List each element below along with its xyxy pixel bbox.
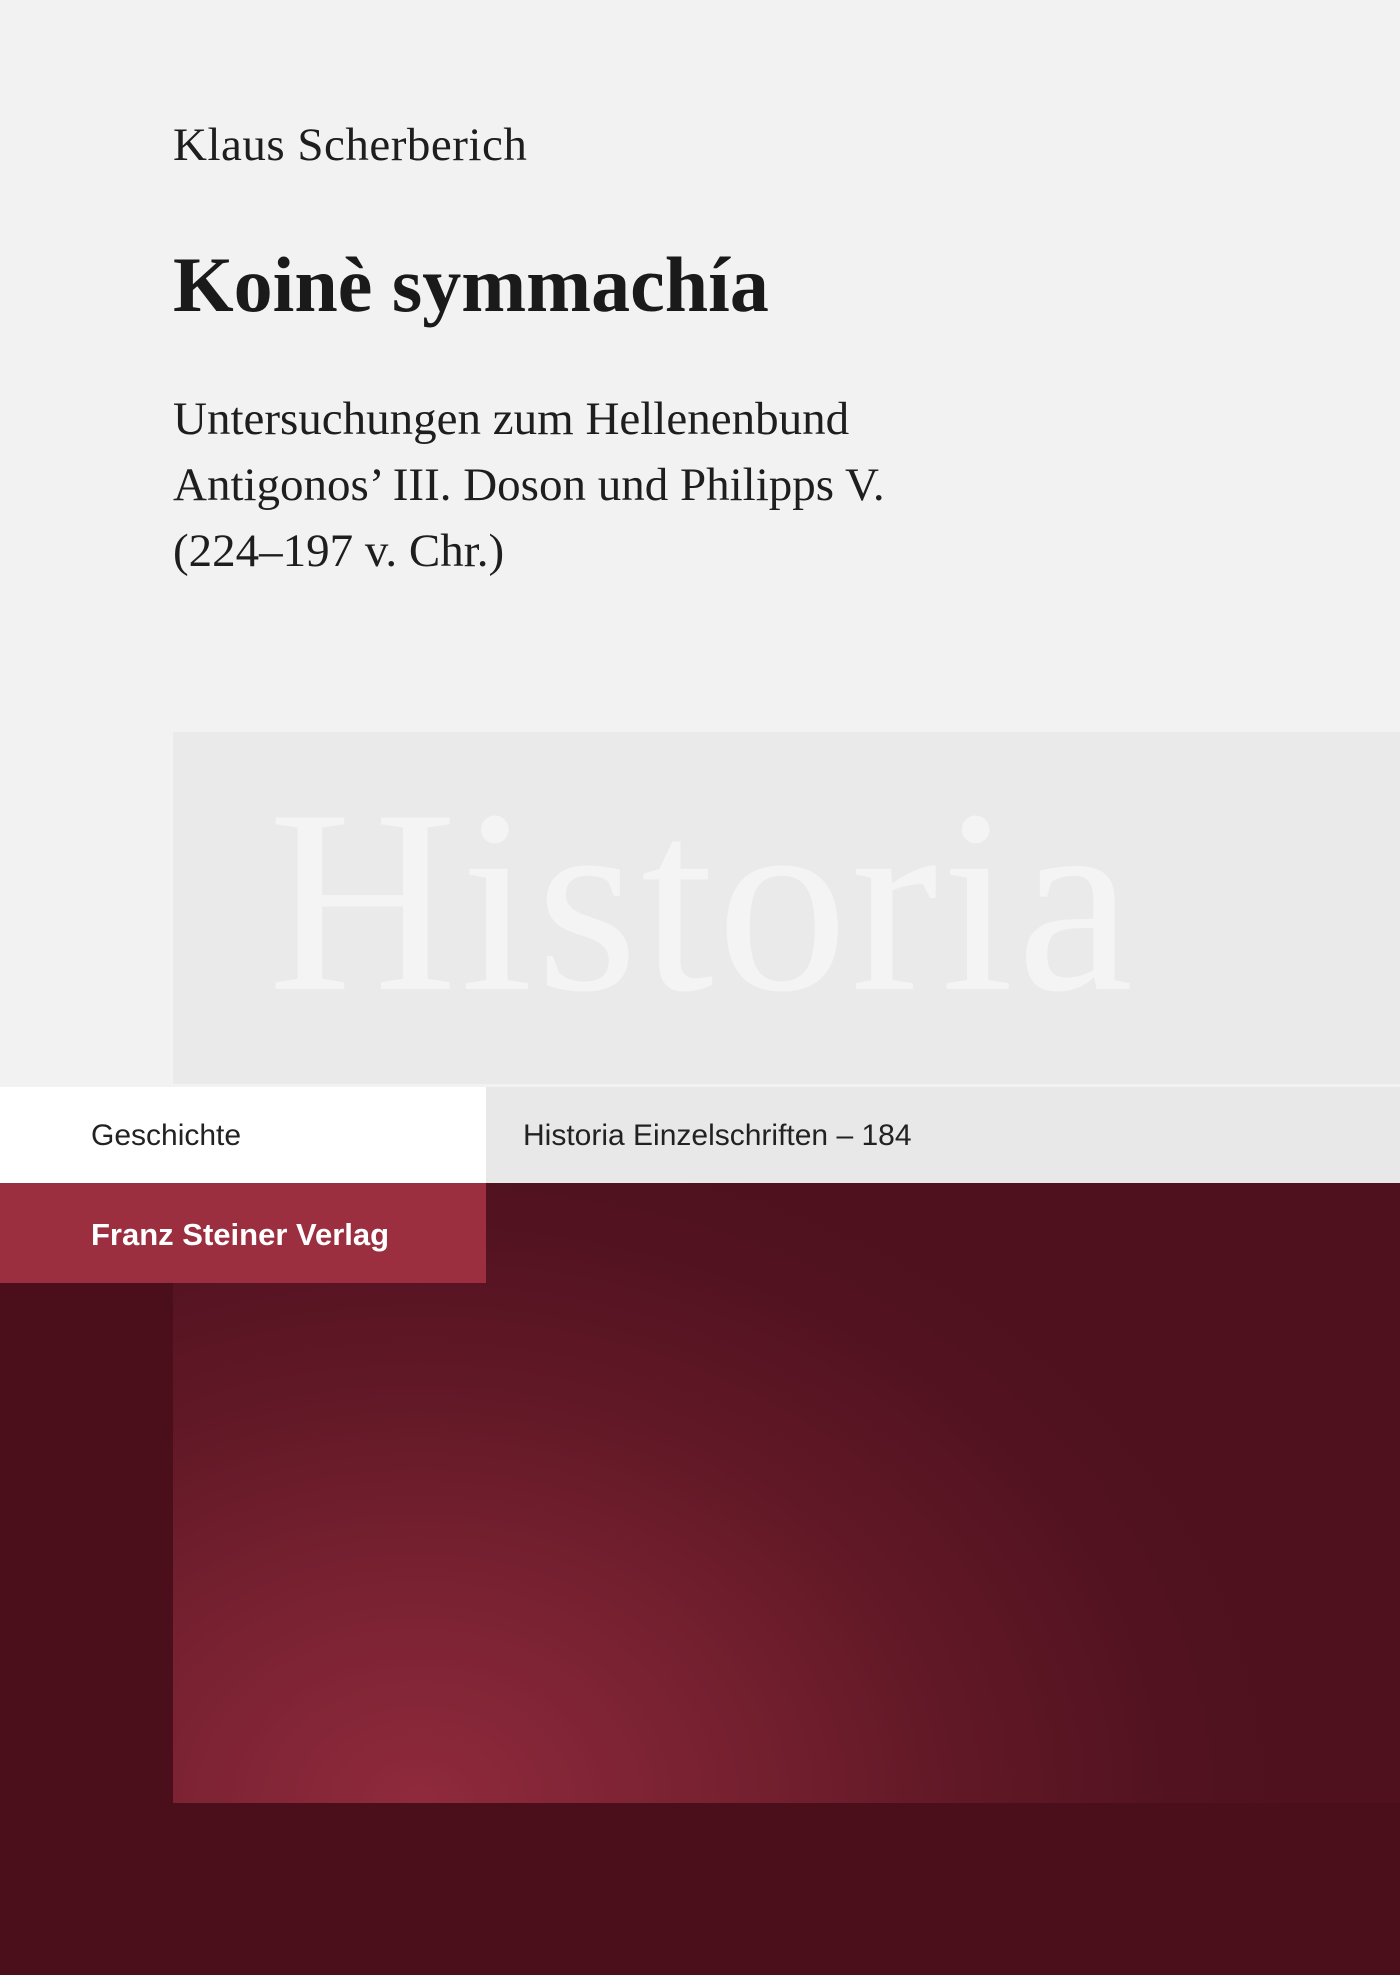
publisher-name: Franz Steiner Verlag [91,1217,390,1252]
category-label: Geschichte [91,1119,242,1152]
book-title: Koinè symmachía [173,241,769,328]
author-name: Klaus Scherberich [173,119,528,171]
subtitle-line-2: Antigonos’ III. Doson und Philipps V. [173,459,885,511]
category-bar [0,1087,486,1183]
subtitle-line-1: Untersuchungen zum Hellenenbund [173,393,850,445]
series-watermark: Historia [268,756,1137,1046]
book-subtitle [173,386,1323,584]
watermark-panel [173,732,1400,1084]
subtitle-line-3: (224–197 v. Chr.) [173,525,505,577]
series-label: Historia Einzelschriften – 184 [523,1119,912,1152]
